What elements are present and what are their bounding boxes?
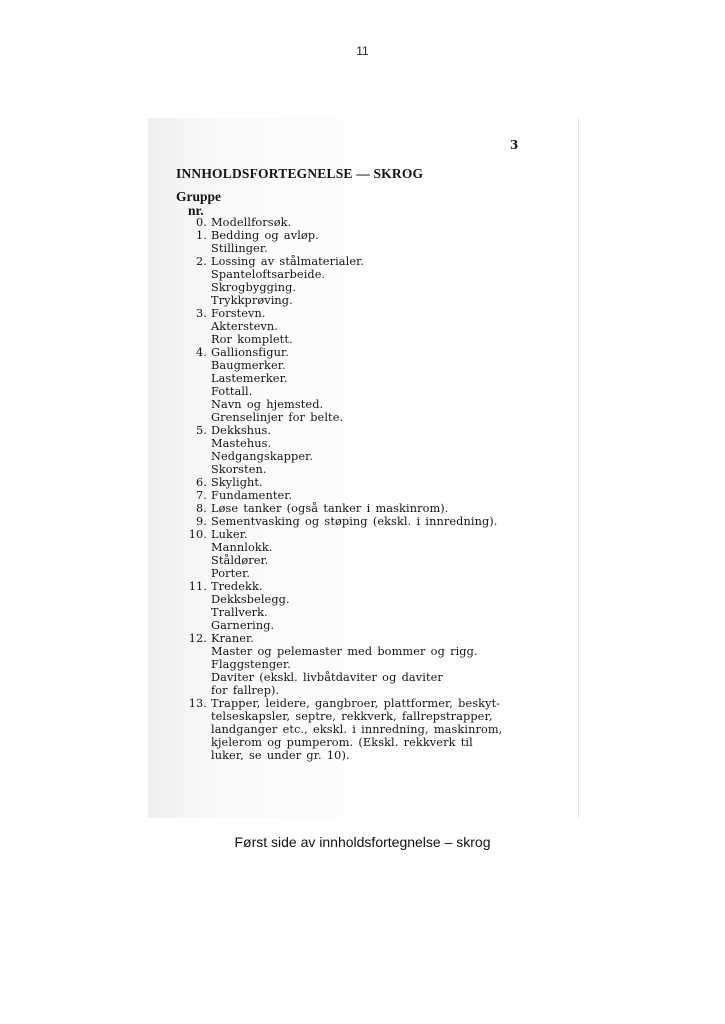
toc-entry-line: Mannlokk.: [211, 541, 273, 554]
toc-group-number: 0.: [196, 216, 207, 229]
scanned-page-content: [148, 118, 578, 818]
toc-entry-line: Navn og hjemsted.: [211, 398, 324, 411]
page-number: 11: [356, 44, 369, 58]
toc-entry-line: Fottall.: [211, 385, 253, 398]
toc-group-number: 12.: [188, 632, 207, 645]
toc-entry-line: Spanteloftsarbeide.: [211, 268, 326, 281]
toc-group: [148, 307, 568, 346]
toc-group: [148, 424, 568, 476]
toc-entry-line: Master og pelemaster med bommer og rigg.: [211, 645, 478, 658]
toc-entry-line: Skorsten.: [211, 463, 267, 476]
toc-group-number: 6.: [196, 476, 207, 489]
toc-entry-line: Luker.: [211, 528, 248, 541]
toc-entry-line: Modellforsøk.: [211, 216, 292, 229]
toc-group: [148, 580, 568, 632]
toc-group-number: 9.: [196, 515, 207, 528]
toc-group-number: 13.: [188, 697, 207, 710]
book-page-number: 3: [510, 138, 519, 152]
column-label-nr: nr.: [188, 203, 204, 218]
toc-heading: INNHOLDSFORTEGNELSE — SKROG: [176, 166, 424, 181]
scanned-page-image: [148, 118, 579, 818]
toc-entry-line: kjelerom og pumperom. (Ekskl. rekkverk til: [211, 736, 473, 749]
toc-entry-line: Akterstevn.: [211, 320, 279, 333]
toc-group: [148, 632, 568, 697]
toc-group: [148, 515, 568, 528]
toc-group: [148, 502, 568, 515]
toc-group: [148, 528, 568, 580]
toc-entry-line: Lastemerker.: [211, 372, 288, 385]
toc-entry-line: Dekksbelegg.: [211, 593, 290, 606]
toc-entry-line: Garnering.: [211, 619, 275, 632]
toc-group-number: 4.: [196, 346, 207, 359]
figure-caption: Først side av innholdsfortegnelse – skrog: [234, 834, 491, 850]
toc-entry-line: Skrogbygging.: [211, 281, 297, 294]
toc-entry-line: Flaggstenger.: [211, 658, 291, 671]
toc-group: [148, 255, 568, 307]
toc-entry-line: Daviter (ekskl. livbåtdaviter og daviter: [211, 671, 443, 684]
toc-entry-line: Skylight.: [211, 476, 263, 489]
toc-group-number: 3.: [196, 307, 207, 320]
toc-entry-line: Ståldører.: [211, 554, 269, 567]
toc-group-number: 5.: [196, 424, 207, 437]
toc-entry-line: Kraner.: [211, 632, 254, 645]
toc-entry-line: for fallrep).: [211, 684, 280, 697]
toc-group-number: 10.: [188, 528, 207, 541]
toc-group: [148, 489, 568, 502]
toc-group: [148, 216, 568, 229]
toc-entry-line: Ror komplett.: [211, 333, 293, 346]
toc-entry-line: luker, se under gr. 10).: [211, 749, 350, 762]
toc-entry-line: Trapper, leidere, gangbroer, plattformer, beskyt-: [211, 697, 501, 710]
toc-entry-line: Tredekk.: [211, 580, 263, 593]
toc-entry-line: Bedding og avløp.: [211, 229, 319, 242]
toc-entry-line: Porter.: [211, 567, 251, 580]
toc-entry-line: Dekkshus.: [211, 424, 272, 437]
toc-group-number: 8.: [196, 502, 207, 515]
toc-group: [148, 346, 568, 424]
toc-entry-line: Trykkprøving.: [211, 294, 293, 307]
toc-entry-line: Lossing av stålmaterialer.: [211, 255, 365, 268]
toc-group-number: 1.: [196, 229, 207, 242]
toc-group: [148, 697, 568, 762]
toc-entry-line: Gallionsfigur.: [211, 346, 289, 359]
toc-list: [148, 216, 568, 762]
toc-entry-line: Forstevn.: [211, 307, 266, 320]
toc-entry-line: Baugmerker.: [211, 359, 286, 372]
column-label-gruppe: Gruppe: [176, 189, 222, 204]
toc-group-number: 11.: [188, 580, 207, 593]
toc-entry-line: Løse tanker (også tanker i maskinrom).: [211, 502, 449, 515]
toc-group: [148, 229, 568, 255]
toc-entry-line: Stillinger.: [211, 242, 268, 255]
toc-entry-line: Sementvasking og støping (ekskl. i innredning).: [211, 515, 498, 528]
toc-entry-line: Mastehus.: [211, 437, 272, 450]
toc-group-number: 2.: [196, 255, 207, 268]
toc-group: [148, 476, 568, 489]
toc-entry-line: Fundamenter.: [211, 489, 293, 502]
toc-entry-line: Nedgangskapper.: [211, 450, 314, 463]
toc-group-number: 7.: [196, 489, 207, 502]
toc-entry-line: Grenselinjer for belte.: [211, 411, 344, 424]
toc-entry-line: landganger etc., ekskl. i innredning, maskinrom,: [211, 723, 503, 736]
toc-entry-line: Trallverk.: [211, 606, 268, 619]
toc-entry-line: telseskapsler, septre, rekkverk, fallrepstrapper,: [211, 710, 493, 723]
